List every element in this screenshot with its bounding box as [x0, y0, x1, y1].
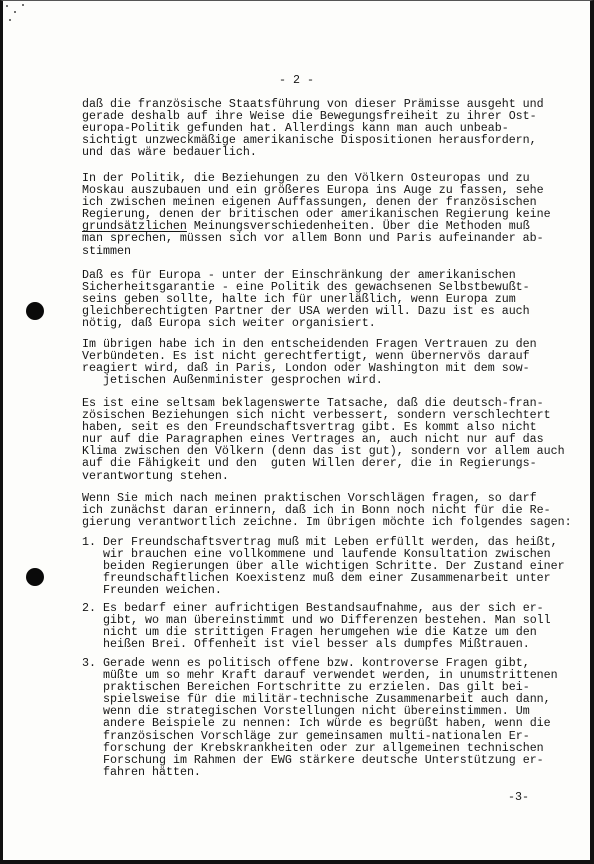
text-line: daß die französische Staatsführung von dieser Prämisse ausgeht und — [82, 97, 544, 111]
text-line: Moskau auszubauen und ein größeres Europa ins Auge zu fassen, sehe — [82, 183, 544, 198]
text-line: beiden Regierungen über alle wichtigen Schritte. Der Zustand einer — [103, 559, 565, 574]
text-line: freundschaftlichen Koexistenz muß dem einer Zusammenarbeit unter — [103, 571, 551, 586]
list-item — [82, 536, 577, 596]
text-line: Der Freundschaftsvertrag muß mit Leben erfüllt werden, das heißt, — [103, 535, 558, 549]
punch-hole-lower — [26, 568, 44, 586]
paragraph — [82, 397, 577, 482]
text-line: europa-Politik gefunden hat. Allerdings kann man auch unbeab- — [82, 121, 509, 136]
list-number: 1. — [82, 535, 96, 549]
scan-speckle — [6, 5, 8, 7]
text-line: andere Beispiele zu nennen: Ich würde es begrüßt haben, wenn die — [103, 716, 551, 731]
text-line: nicht um die strittigen Fragen herumgehen wie die Katze um den — [103, 625, 537, 640]
scan-speckle — [9, 19, 11, 21]
text-line: wenn die strategischen Vorstellungen nicht übereinstimmen. Um — [103, 704, 530, 719]
text-line: wir brauchen eine vollkommene und laufende Konsultation zwischen — [103, 547, 551, 562]
list-number: 3. — [82, 656, 96, 670]
scan-speckle — [14, 11, 16, 13]
text-line: Es bedarf einer aufrichtigen Bestandsaufnahme, aus der sich er- — [103, 601, 544, 615]
paragraph — [82, 338, 577, 386]
text-line: Verbündeten. Es ist nicht gerechtfertigt, wenn übernervös darauf — [82, 349, 530, 364]
text-line: heißen Brei. Offenheit ist viel besser als dumpfes Mißtrauen. — [103, 637, 530, 652]
page-number-header: - 2 - — [279, 73, 314, 87]
text-line: gierung verantwortlich zeichne. Im übrigen möchte ich folgendes sagen: — [82, 515, 572, 530]
text-line: gerade deshalb auf ihre Weise die Bewegungsfreiheit zu ihrer Ost- — [82, 109, 537, 124]
list-item — [82, 657, 577, 778]
text-line: zösischen Beziehungen sich nicht verbessert, sondern verschlechtert — [82, 408, 551, 423]
text-line: Im übrigen habe ich in den entscheidenden Fragen Vertrauen zu den — [82, 337, 537, 351]
text-line: Wenn Sie mich nach meinen praktischen Vorschlägen fragen, so darf — [82, 491, 537, 505]
text-line: Regierung, denen der britischen oder amerikanischen Regierung keine — [82, 207, 551, 222]
text-line: Klima zwischen den Völkern (denn das ist gut), sondern vor allem auch — [82, 444, 565, 459]
list-item-body — [82, 657, 577, 778]
list-item — [82, 602, 577, 650]
paragraph — [82, 172, 577, 257]
text-line: ich zunächst daran erinnern, daß ich in Bonn noch nicht für die Re- — [82, 503, 551, 518]
text-line: verantwortung stehen. — [82, 468, 229, 483]
line-remainder: Meinungsverschiedenheiten. Über die Methoden muß — [186, 219, 530, 234]
paragraph — [82, 269, 577, 329]
list-number: 2. — [82, 601, 96, 615]
punch-hole-upper — [26, 302, 44, 320]
paragraph — [82, 98, 577, 158]
text-line: reagiert wird, daß in Paris, London oder Washington mit dem sow- — [82, 361, 530, 376]
text-line: haben, seit es den Freundschaftsvertrag gibt. Es kommt also nicht — [82, 420, 537, 435]
scan-speckle — [22, 4, 24, 6]
text-line: Forschung im Rahmen der EWG stärkere deutsche Unterstützung er- — [103, 752, 544, 767]
next-page-indicator: -3- — [508, 790, 529, 804]
text-line: nur auf die Paragraphen eines Vertrages an, auch nicht nur auf das — [82, 432, 544, 447]
text-line: praktischen Bereichen Fortschritte zu erzielen. Das gilt bei- — [103, 680, 530, 695]
text-line: Es ist eine seltsam beklagenswerte Tatsache, daß die deutsch-fran- — [82, 396, 544, 410]
text-line: gibt, wo man übereinstimmt und wo Differenzen bestehen. Man soll — [103, 613, 551, 628]
text-line: jetischen Außenminister gesprochen wird. — [103, 373, 383, 388]
underlined-word: grundsätzlichen — [82, 219, 187, 234]
text-line: und das wäre bedauerlich. — [82, 145, 257, 160]
text-line: Sicherheitsgarantie - eine Politik des gewachsenen Selbstbewußt- — [82, 280, 530, 295]
text-line: In der Politik, die Beziehungen zu den Völkern Osteuropas und zu — [82, 171, 530, 185]
text-line: Freunden weichen. — [103, 583, 222, 598]
text-line: nötig, daß Europa sich weiter organisiert. — [82, 316, 376, 331]
list-item-body — [82, 536, 577, 596]
text-line: müßte um so mehr Kraft darauf verwendet werden, in unumstrittenen — [103, 668, 558, 683]
text-line: französischen Vorschläge zur gemeinsamen multi-nationalen Er- — [103, 728, 530, 743]
text-line: sichtigt unzweckmäßige amerikanische Dispositionen herausfordern, — [82, 133, 537, 148]
text-line: forschung der Krebskrankheiten oder zur allgemeinen technischen — [103, 740, 544, 755]
text-line: Gerade wenn es politisch offene bzw. kontroverse Fragen gibt, — [103, 656, 530, 670]
text-line: gleichberechtigten Partner der USA werden will. Dazu ist es auch — [82, 304, 530, 319]
text-line: ich zwischen meinen eigenen Auffassungen, denen der französischen — [82, 195, 537, 210]
text-line: stimmen — [82, 243, 131, 258]
list-item-body — [82, 602, 577, 650]
text-line: Daß es für Europa - unter der Einschränkung der amerikanischen — [82, 268, 516, 282]
text-line: auf die Fähigkeit und den guten Willen derer, die in Regierungs- — [82, 456, 537, 471]
text-line: spielsweise für die militär-technische Zusammenarbeit auch dann, — [103, 692, 551, 707]
paragraph — [82, 492, 577, 528]
text-line: man sprechen, müssen sich vor allem Bonn und Paris aufeinander ab- — [82, 231, 544, 246]
text-line: fahren hätten. — [103, 764, 201, 779]
text-line: seins geben sollte, halte ich für unerläßlich, wenn Europa zum — [82, 292, 516, 307]
